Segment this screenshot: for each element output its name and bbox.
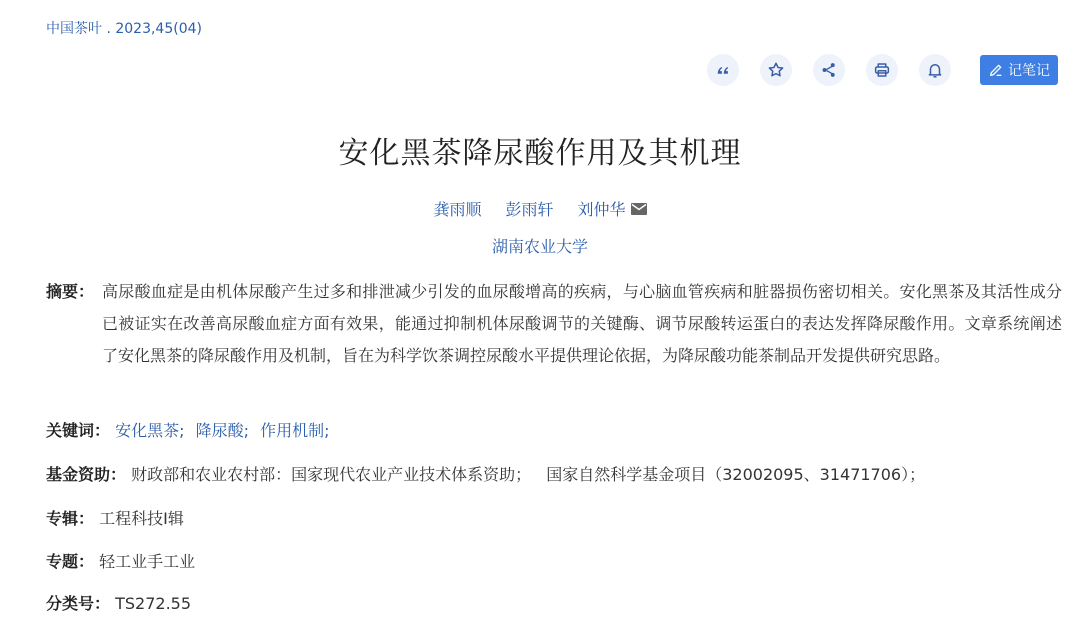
- take-note-label: 记笔记: [1008, 63, 1050, 79]
- fund-section: [46, 459, 1062, 491]
- author-link[interactable]: 彭雨轩: [505, 200, 554, 219]
- album-section: [46, 503, 1062, 535]
- topic-value: 轻工业手工业: [99, 552, 196, 571]
- fund-item[interactable]: 财政部和农业农村部：国家现代农业产业技术体系资助；: [131, 465, 532, 484]
- classification-value: TS272.55: [115, 594, 192, 613]
- author-list: [0, 197, 1080, 220]
- keyword-link[interactable]: 安化黑茶;: [115, 421, 185, 440]
- mail-icon[interactable]: [631, 203, 647, 215]
- article-title: 安化黑茶降尿酸作用及其机理: [338, 136, 742, 171]
- cite-button[interactable]: [707, 54, 739, 86]
- notify-button[interactable]: [919, 54, 951, 86]
- author-link[interactable]: 龚雨顺: [433, 200, 482, 219]
- pen-icon: [988, 62, 1004, 78]
- author-link[interactable]: [578, 197, 647, 220]
- abstract-text: 高尿酸血症是由机体尿酸产生过多和排泄减少引发的血尿酸增高的疾病，与心脑血管疾病和脏器损伤密切相关。安化黑茶及其活性成分已被证实在改善高尿酸血症方面有效果，能通过抑制机体尿酸调节的关键酶、调节尿酸转运蛋白的表达发挥降尿酸作用。文章系统阐述了安化黑茶的降尿酸作用及机制，旨在为科学饮茶调控尿酸水平提供理论依据，为降尿酸功能茶制品开发提供研究思路。: [102, 282, 1062, 365]
- share-icon: [820, 61, 838, 79]
- bell-icon: [926, 61, 944, 79]
- keywords-section: [46, 415, 1062, 447]
- topic-label: 专题：: [46, 552, 95, 571]
- keywords-label: 关键词：: [46, 421, 111, 440]
- journal-source[interactable]: 中国茶叶 . 2023,45(04): [46, 21, 202, 37]
- favorite-button[interactable]: [760, 54, 792, 86]
- print-icon: [873, 61, 891, 79]
- album-value: 工程科技Ⅰ辑: [99, 509, 184, 528]
- quote-icon: [714, 61, 732, 79]
- keyword-link[interactable]: 作用机制;: [260, 421, 330, 440]
- album-label: 专辑：: [46, 509, 95, 528]
- fund-item[interactable]: 国家自然科学基金项目（32002095、31471706）；: [546, 465, 926, 484]
- abstract-section: [46, 276, 1062, 372]
- abstract-label: 摘要：: [46, 282, 95, 301]
- take-note-button[interactable]: [980, 55, 1058, 85]
- author-name: 刘仲华: [577, 200, 626, 219]
- article-toolbar: [707, 54, 1058, 86]
- keyword-link[interactable]: 降尿酸;: [195, 421, 250, 440]
- topic-section: [46, 546, 1062, 578]
- star-icon: [767, 61, 785, 79]
- share-button[interactable]: [813, 54, 845, 86]
- classification-section: [46, 588, 1062, 620]
- print-button[interactable]: [866, 54, 898, 86]
- fund-label: 基金资助：: [46, 465, 127, 484]
- affiliation-link[interactable]: 湖南农业大学: [491, 237, 588, 256]
- classification-label: 分类号：: [46, 594, 111, 613]
